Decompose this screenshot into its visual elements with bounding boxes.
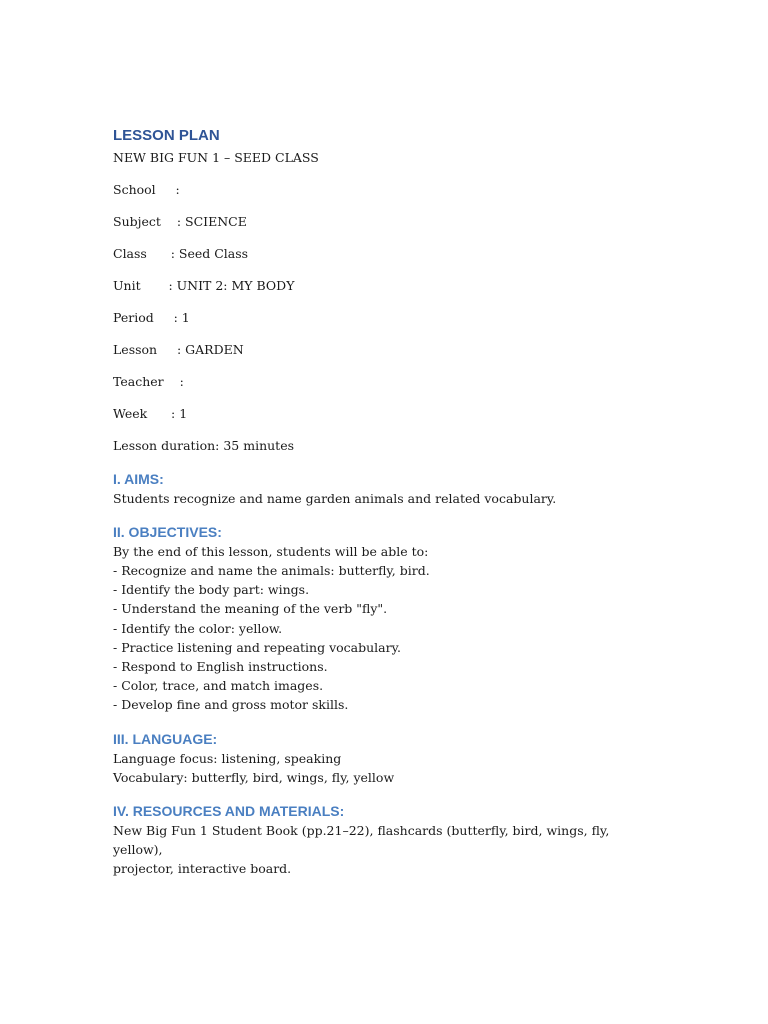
language-focus: Language focus: listening, speaking	[113, 750, 342, 766]
info-value: :	[175, 182, 180, 197]
info-row-lesson	[113, 340, 653, 359]
info-label: Subject	[113, 214, 161, 229]
aims-section	[113, 469, 653, 508]
list-item: - Identify the body part: wings.	[113, 582, 310, 598]
resources-heading: IV. RESOURCES AND MATERIALS:	[113, 802, 345, 819]
list-item: - Understand the meaning of the verb "fly".	[113, 601, 388, 617]
info-row-school	[113, 180, 653, 199]
info-value: : 1	[171, 406, 188, 421]
objectives-list	[113, 561, 653, 715]
info-label: Teacher	[113, 374, 164, 389]
info-label: Class	[113, 246, 147, 261]
resources-line-2: projector, interactive board.	[113, 860, 292, 876]
info-label: Week	[113, 406, 148, 421]
info-pad	[156, 182, 176, 197]
aims-heading: I. AIMS:	[113, 471, 164, 487]
info-label: Lesson	[113, 342, 158, 357]
list-item: - Identify the color: yellow.	[113, 620, 283, 636]
lesson-duration: Lesson duration: 35 minutes	[113, 438, 295, 453]
info-pad	[147, 406, 171, 421]
info-pad	[154, 310, 174, 325]
info-row-unit	[113, 276, 653, 295]
list-item: - Respond to English instructions.	[113, 659, 328, 675]
language-vocabulary: Vocabulary: butterfly, bird, wings, fly, yellow	[113, 769, 395, 785]
aims-text: Students recognize and name garden animals and related vocabulary.	[113, 491, 557, 506]
list-item: - Develop fine and gross motor skills.	[113, 697, 349, 713]
info-pad	[161, 214, 177, 229]
info-value: : SCIENCE	[176, 214, 247, 229]
info-pad	[164, 374, 180, 389]
info-value: : UNIT 2: MY BODY	[168, 278, 295, 293]
info-pad	[147, 246, 171, 261]
info-value: :	[179, 374, 184, 389]
objectives-section	[113, 522, 653, 715]
info-label: School	[113, 182, 156, 197]
info-row-teacher	[113, 372, 653, 391]
info-pad	[157, 342, 177, 357]
language-section	[113, 729, 653, 787]
list-item: - Practice listening and repeating vocabulary.	[113, 639, 401, 655]
objectives-heading: II. OBJECTIVES:	[113, 524, 222, 540]
info-value: : 1	[173, 310, 190, 325]
info-label: Period	[113, 310, 154, 325]
info-row-subject	[113, 212, 653, 231]
info-value: : GARDEN	[176, 342, 244, 357]
objectives-intro: By the end of this lesson, students will be able to:	[113, 544, 429, 559]
language-heading: III. LANGUAGE:	[113, 730, 218, 747]
document-title: LESSON PLAN	[113, 127, 220, 144]
info-row-week	[113, 404, 653, 423]
list-item: - Color, trace, and match images.	[113, 678, 324, 694]
document-subtitle: NEW BIG FUN 1 – SEED CLASS	[113, 150, 319, 165]
list-item: - Recognize and name the animals: butterfly, bird.	[113, 563, 430, 578]
resources-section	[113, 801, 653, 878]
info-block	[113, 180, 653, 455]
info-row-period	[113, 308, 653, 327]
info-value: : Seed Class	[170, 246, 249, 261]
info-row-class	[113, 244, 653, 263]
info-label: Unit	[113, 278, 141, 293]
info-pad	[141, 278, 169, 293]
resources-line-1: New Big Fun 1 Student Book (pp.21–22), flashcards (butterfly, bird, wings, fly, yellow),	[113, 822, 610, 857]
document-page	[113, 126, 653, 878]
